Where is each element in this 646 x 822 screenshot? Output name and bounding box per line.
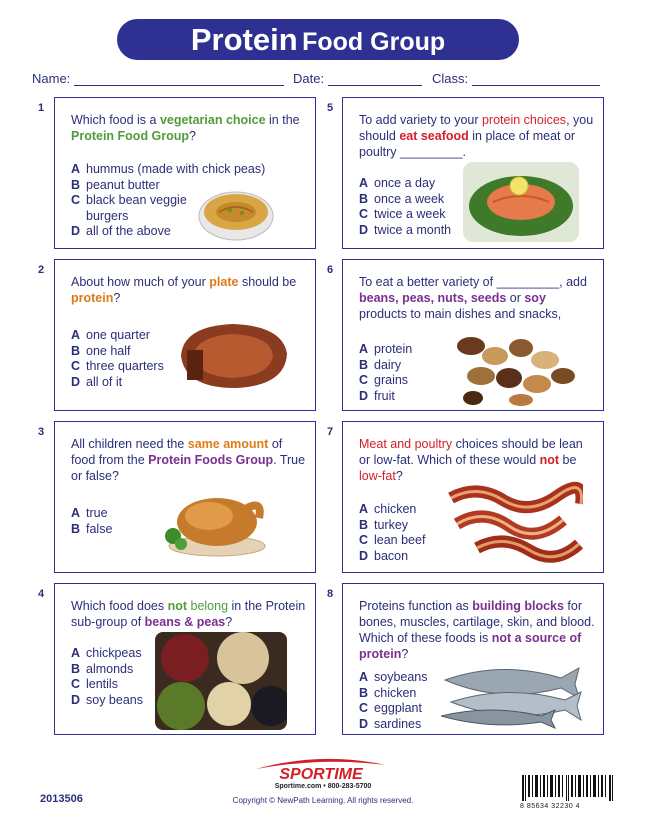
question-card-1 [54, 97, 316, 249]
sportime-logo [246, 755, 396, 783]
answer-options [71, 646, 143, 708]
logo-text: SPORTIME [279, 766, 363, 783]
pork-chop-image [173, 316, 295, 394]
option-c[interactable]: C black bean veggie [71, 193, 187, 207]
card-number: 2 [38, 264, 45, 276]
card-number: 6 [327, 264, 334, 276]
card-number: 8 [327, 588, 334, 600]
option-a[interactable]: A chickpeas [71, 646, 142, 660]
copyright: Copyright © NewPath Learning. All rights reserved. [232, 796, 414, 805]
answer-options [359, 342, 412, 404]
mixed-nuts-image [451, 326, 581, 408]
date-label: Date: [293, 71, 325, 86]
title-banner [117, 19, 519, 60]
option-c[interactable]: C grains [359, 373, 409, 387]
card-number: 4 [38, 588, 45, 600]
option-a[interactable]: A true [71, 506, 108, 520]
product-code: 2013506 [40, 793, 83, 805]
question-card-5 [342, 97, 604, 249]
question-text: Which food is a vegetarian choice in the Protein Food Group? [71, 113, 300, 143]
question-text: Which food does not belong in the Protein sub-group of beans & peas? [71, 599, 306, 629]
option-d[interactable]: D bacon [359, 548, 409, 563]
website-phone: Sportime.com • 800-283-5700 [274, 783, 372, 790]
option-b[interactable]: B peanut butter [71, 177, 160, 192]
option-a[interactable]: A soybeans [359, 670, 428, 684]
question-text: To add variety to your protein choices, you should eat seafood in place of meat or poultry _________. [359, 113, 594, 159]
class-field[interactable] [432, 71, 600, 86]
answer-options [71, 328, 164, 390]
card-number: 1 [38, 102, 45, 114]
hummus-bowl-image [197, 182, 275, 242]
question-text: Meat and poultry choices should be lean or low-fat. Which of these would not be low-fat? [359, 437, 583, 483]
option-b[interactable]: B turkey [359, 517, 409, 532]
question-text: Proteins function as building blocks for bones, muscles, cartilage, skin, and blood. Which of these foods is not a source of protein? [359, 599, 595, 661]
question-text: All children need the same amount of food from the Protein Foods Group. True or false? [71, 437, 306, 483]
bacon-strips-image [447, 478, 583, 564]
answer-options [359, 176, 451, 238]
option-b[interactable]: B chicken [359, 685, 417, 700]
option-b[interactable]: B one half [71, 343, 131, 358]
option-b[interactable]: B once a week [359, 191, 445, 206]
sardines-image [441, 660, 583, 730]
question-card-6 [342, 259, 604, 411]
option-c[interactable]: C three quarters [71, 359, 164, 373]
question-card-7 [342, 421, 604, 573]
option-d[interactable]: D sardines [359, 716, 422, 731]
option-c-cont: burgers [86, 208, 129, 223]
option-a[interactable]: A one quarter [71, 328, 150, 342]
option-a[interactable]: A hummus (made with chick peas) [71, 162, 266, 176]
option-d[interactable]: D fruit [359, 388, 395, 403]
question-card-8 [342, 583, 604, 735]
date-field[interactable] [293, 71, 422, 86]
title-bold: Protein [190, 22, 298, 57]
barcode-number: 8 85634 32230 4 [520, 803, 581, 810]
option-b[interactable]: B false [71, 521, 113, 536]
option-a[interactable]: A protein [359, 342, 413, 356]
option-c[interactable]: C lean beef [359, 533, 426, 547]
option-d[interactable]: D all of it [71, 374, 123, 389]
answer-options [359, 502, 425, 564]
option-d[interactable]: D soy beans [71, 692, 143, 707]
salmon-plate-image [463, 162, 579, 242]
option-a[interactable]: A chicken [359, 502, 417, 516]
barcode-image [522, 775, 614, 801]
option-b[interactable]: B dairy [359, 357, 402, 372]
option-d[interactable]: D all of the above [71, 224, 171, 238]
option-c[interactable]: C eggplant [359, 701, 422, 715]
option-b[interactable]: B almonds [71, 661, 134, 676]
roast-chicken-image [159, 478, 269, 560]
question-card-4 [54, 583, 316, 735]
name-label: Name: [32, 71, 71, 86]
question-text: About how much of your plate should be protein? [71, 275, 297, 305]
option-c[interactable]: C twice a week [359, 207, 446, 221]
card-number: 7 [327, 426, 334, 438]
title-rest: Food Group [302, 28, 446, 56]
answer-options [71, 506, 112, 537]
option-d[interactable]: D twice a month [359, 222, 452, 237]
option-a[interactable]: A once a day [359, 176, 436, 190]
beans-bowls-image [155, 632, 287, 730]
card-number: 3 [38, 426, 45, 438]
question-text: To eat a better variety of _________, add beans, peas, nuts, seeds or soy products to main dishes and snacks, [359, 275, 587, 321]
name-field[interactable] [32, 71, 284, 86]
card-number: 5 [327, 102, 334, 114]
option-c[interactable]: C lentils [71, 677, 118, 691]
class-label: Class: [432, 71, 469, 86]
question-card-2 [54, 259, 316, 411]
question-card-3 [54, 421, 316, 573]
answer-options [359, 670, 428, 732]
